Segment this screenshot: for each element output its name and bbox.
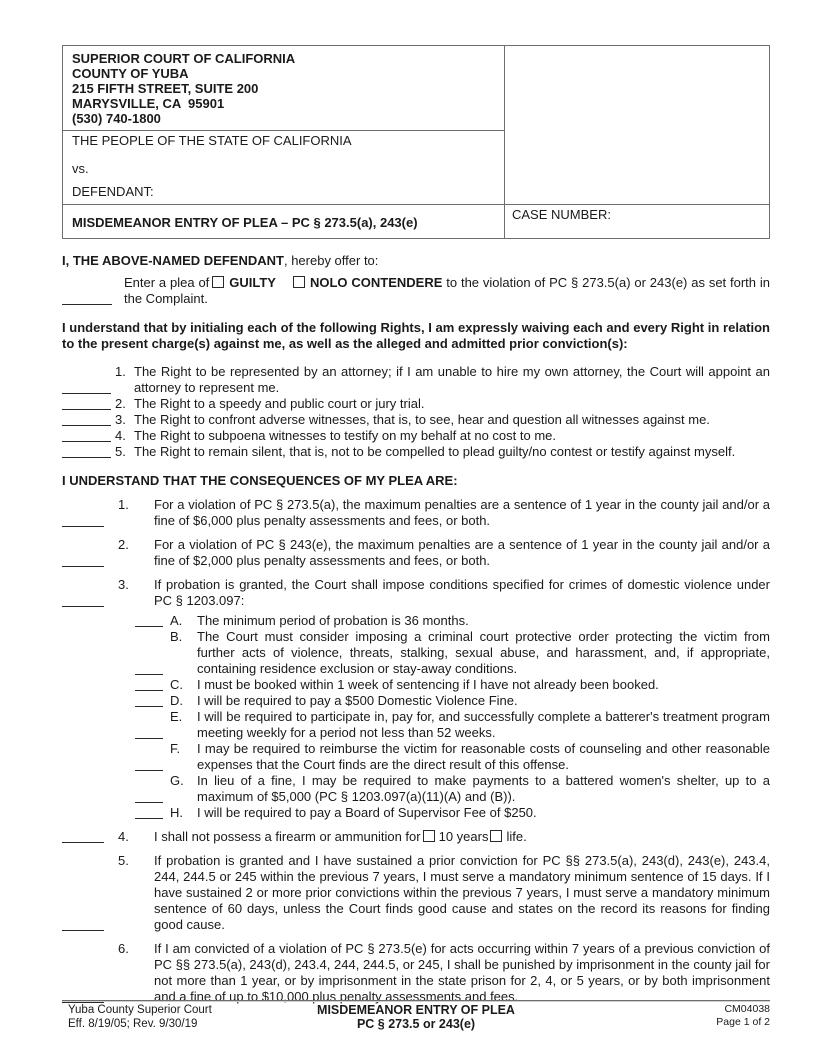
consequence-2-text: For a violation of PC § 243(e), the maximum penalties are a sentence of 1 year in the county jail and/or a fine of $2,000 plus penalty assessments and fees, or both. <box>154 537 770 568</box>
plea-row <box>62 275 770 307</box>
condition-f-letter: F. <box>170 741 181 756</box>
right-1-text: The Right to be represented by an attorney; if I am unable to hire my own attorney, the Court will appoint an attorney to represent me. <box>134 364 770 395</box>
condition-b-initials-blank[interactable] <box>135 661 163 675</box>
right-item-3 <box>62 412 770 428</box>
consequence-2-initials-blank[interactable] <box>62 553 104 567</box>
condition-item-c <box>135 677 770 693</box>
probation-conditions-list <box>135 613 770 821</box>
condition-item-h <box>135 805 770 821</box>
condition-c-text: I must be booked within 1 week of sentencing if I have not already been booked. <box>197 677 659 692</box>
footer-form-number <box>550 1003 770 1029</box>
consequence-4-number: 4. <box>118 829 129 844</box>
condition-a-initials-blank[interactable] <box>135 613 163 627</box>
right-4-text: The Right to subpoena witnesses to testify on my behalf at no cost to me. <box>134 428 557 443</box>
court-county-line: COUNTY OF YUBA <box>72 66 189 81</box>
condition-item-f <box>135 741 770 773</box>
parties-block <box>63 131 505 205</box>
plea-text <box>124 275 770 307</box>
right-4-number: 4. <box>115 428 126 443</box>
guilty-checkbox[interactable] <box>212 276 224 288</box>
condition-h-initials-blank[interactable] <box>135 805 163 819</box>
vs-label: vs. <box>72 161 89 176</box>
condition-e-text: I will be required to participate in, pay for, and successfully complete a batterer's treatment program meeting weekly for a period not less than 52 weeks. <box>197 709 770 740</box>
court-street-line: 215 FIFTH STREET, SUITE 200 <box>72 81 259 96</box>
footer-title-line2: PC § 273.5 or 243(e) <box>356 1017 476 1031</box>
right-5-number: 5. <box>115 444 126 459</box>
plea-suffix: to the violation of PC § 273.5(a) or 243(e) as set forth in the Complaint. <box>124 275 770 306</box>
consequence-5-initials-blank[interactable] <box>62 917 104 931</box>
condition-item-d <box>135 693 770 709</box>
right-5-text: The Right to remain silent, that is, not to be compelled to plead guilty/no contest or testify against myself. <box>134 444 736 459</box>
right-item-4 <box>62 428 770 444</box>
offer-heading-rest: , hereby offer to: <box>283 253 379 268</box>
consequence-5-number: 5. <box>118 853 129 868</box>
condition-e-letter: E. <box>170 709 183 724</box>
plea-prefix: Enter a plea of <box>124 275 210 290</box>
right-2-number: 2. <box>115 396 126 411</box>
case-number-cell[interactable] <box>505 205 769 238</box>
condition-c-initials-blank[interactable] <box>135 677 163 691</box>
nolo-contendere-checkbox[interactable] <box>293 276 305 288</box>
rights-heading: I understand that by initialing each of the following Rights, I am expressly waiving each and every Right in relation to the present charge(s) against me, as well as the alleged and admitted prior conviction(s): <box>62 320 770 351</box>
right-item-1 <box>62 364 770 396</box>
court-city-line: MARYSVILLE, CA 95901 <box>72 96 225 111</box>
consequence-1-number: 1. <box>118 497 129 512</box>
condition-c-letter: C. <box>170 677 183 692</box>
footer-revision-date: Eff. 8/19/05; Rev. 9/30/19 <box>68 1018 198 1030</box>
right-5-initials-blank[interactable] <box>62 444 111 458</box>
right-item-5 <box>62 444 770 460</box>
footer-court-name: Yuba County Superior Court <box>68 1004 212 1016</box>
life-checkbox[interactable] <box>490 830 502 842</box>
condition-item-a <box>135 613 770 629</box>
page-footer <box>62 1000 770 1031</box>
defendant-label[interactable]: DEFENDANT: <box>72 184 154 199</box>
consequence-item-2 <box>62 537 770 569</box>
condition-g-initials-blank[interactable] <box>135 789 163 803</box>
court-address-block <box>63 46 505 131</box>
consequence-5-text: If probation is granted and I have sustained a prior conviction for PC §§ 273.5(a), 243(d), 243(e), 243.4, 244, 244.5 or 245 within the previous 7 years, I must serve a mandatory minimum sentence of 15 days. If I have sustained 2 or more prior convictions within the previous 7 years, I must serve a mandatory minimum sentence of 60 days, unless the Court finds good cause and states on the record its reasons for finding good cause. <box>154 853 770 932</box>
consequence-item-6 <box>62 941 770 1005</box>
right-1-number: 1. <box>115 364 126 379</box>
right-item-2 <box>62 396 770 412</box>
ten-years-checkbox[interactable] <box>423 830 435 842</box>
consequence-4-initials-blank[interactable] <box>62 829 104 843</box>
condition-f-text: I may be required to reimburse the victim for reasonable costs of counseling and other reasonable expenses that the Court finds are the direct result of this offense. <box>197 741 770 772</box>
condition-f-initials-blank[interactable] <box>135 757 163 771</box>
consequence-2-number: 2. <box>118 537 129 552</box>
consequence-6-text: If I am convicted of a violation of PC § 273.5(e) for acts occurring within 7 years of a previous conviction of PC §§ 273.5(a), 243(d), 243.4, 244, 244.5, or 245, I shall be punished by imprisonment in the county jail for not more than 1 year, or by imprisonment in the state prison for 2, 4, or 5 years, or by both imprisonment and a fine of up to $10,000 plus penalty assessments and fees. <box>154 941 770 1004</box>
condition-b-letter: B. <box>170 629 183 644</box>
offer-heading-bold: I, THE ABOVE-NAMED DEFENDANT <box>62 253 284 268</box>
footer-form-title <box>282 1003 550 1031</box>
condition-item-e <box>135 709 770 741</box>
court-name-line: SUPERIOR COURT OF CALIFORNIA <box>72 51 296 66</box>
consequence-item-5 <box>62 853 770 933</box>
right-2-text: The Right to a speedy and public court or jury trial. <box>134 396 425 411</box>
right-2-initials-blank[interactable] <box>62 396 111 410</box>
form-title: MISDEMEANOR ENTRY OF PLEA – PC § 273.5(a), 243(e) <box>63 205 505 238</box>
consequence-6-number: 6. <box>118 941 129 956</box>
footer-form-code: CM04038 <box>724 1003 770 1015</box>
condition-g-text: In lieu of a fine, I may be required to make payments to a battered women's shelter, up to a maximum of $5,000 (PC § 1203.097(a)(11)(A) and (B)). <box>197 773 770 804</box>
condition-a-letter: A. <box>170 613 183 628</box>
condition-item-b <box>135 629 770 677</box>
condition-item-g <box>135 773 770 805</box>
consequence-item-3 <box>62 577 770 609</box>
consequence-3-number: 3. <box>118 577 129 592</box>
condition-a-text: The minimum period of probation is 36 months. <box>197 613 469 628</box>
right-3-text: The Right to confront adverse witnesses, that is, to see, hear and question all witnesses against me. <box>134 412 710 427</box>
condition-b-text: The Court must consider imposing a criminal court protective order protecting the victim from further acts of violence, threats, stalking, sexual abuse, and harassment, and, if appropriate, containing residence exclusion or stay-away conditions. <box>197 629 770 676</box>
footer-page-number: Page 1 of 2 <box>716 1016 770 1028</box>
consequence-item-4 <box>62 829 770 845</box>
consequence-3-text: If probation is granted, the Court shall impose conditions specified for crimes of domestic violence under PC § 1203.097: <box>154 577 770 608</box>
firearm-text-prefix: I shall not possess a firearm or ammunition for <box>154 829 421 844</box>
nolo-label: NOLO CONTENDERE <box>309 275 443 290</box>
condition-e-initials-blank[interactable] <box>135 725 163 739</box>
condition-d-initials-blank[interactable] <box>135 693 163 707</box>
life-label: life. <box>506 829 527 844</box>
condition-h-text: I will be required to pay a Board of Supervisor Fee of $250. <box>197 805 537 820</box>
right-1-initials-blank[interactable] <box>62 380 111 394</box>
consequence-4-text <box>154 829 770 845</box>
footer-columns <box>62 1003 770 1031</box>
condition-d-letter: D. <box>170 693 183 708</box>
plaintiff-label: THE PEOPLE OF THE STATE OF CALIFORNIA <box>72 133 352 148</box>
right-3-number: 3. <box>115 412 126 427</box>
guilty-label: GUILTY <box>229 275 276 290</box>
condition-g-letter: G. <box>170 773 184 788</box>
footer-form-info <box>62 1003 282 1031</box>
case-number-label: CASE NUMBER: <box>512 207 611 222</box>
right-4-initials-blank[interactable] <box>62 428 111 442</box>
condition-h-letter: H. <box>170 805 183 820</box>
plea-initials-blank[interactable] <box>62 291 112 305</box>
ten-years-label: 10 years <box>438 829 489 844</box>
consequence-1-text: For a violation of PC § 273.5(a), the maximum penalties are a sentence of 1 year in the county jail and/or a fine of $6,000 plus penalty assessments and fees, or both. <box>154 497 770 528</box>
consequence-3-initials-blank[interactable] <box>62 593 104 607</box>
consequence-1-initials-blank[interactable] <box>62 513 104 527</box>
consequences-heading: I UNDERSTAND THAT THE CONSEQUENCES OF MY PLEA ARE: <box>62 473 458 488</box>
right-3-initials-blank[interactable] <box>62 412 111 426</box>
condition-d-text: I will be required to pay a $500 Domestic Violence Fine. <box>197 693 518 708</box>
consequence-item-1 <box>62 497 770 529</box>
footer-rule <box>62 1000 770 1002</box>
footer-title-line1: MISDEMEANOR ENTRY OF PLEA <box>317 1003 515 1017</box>
offer-heading <box>62 253 770 269</box>
rights-list <box>62 364 770 460</box>
caption-empty-cell <box>505 46 769 205</box>
caption-table <box>62 45 770 239</box>
court-phone-line: (530) 740-1800 <box>72 111 161 126</box>
